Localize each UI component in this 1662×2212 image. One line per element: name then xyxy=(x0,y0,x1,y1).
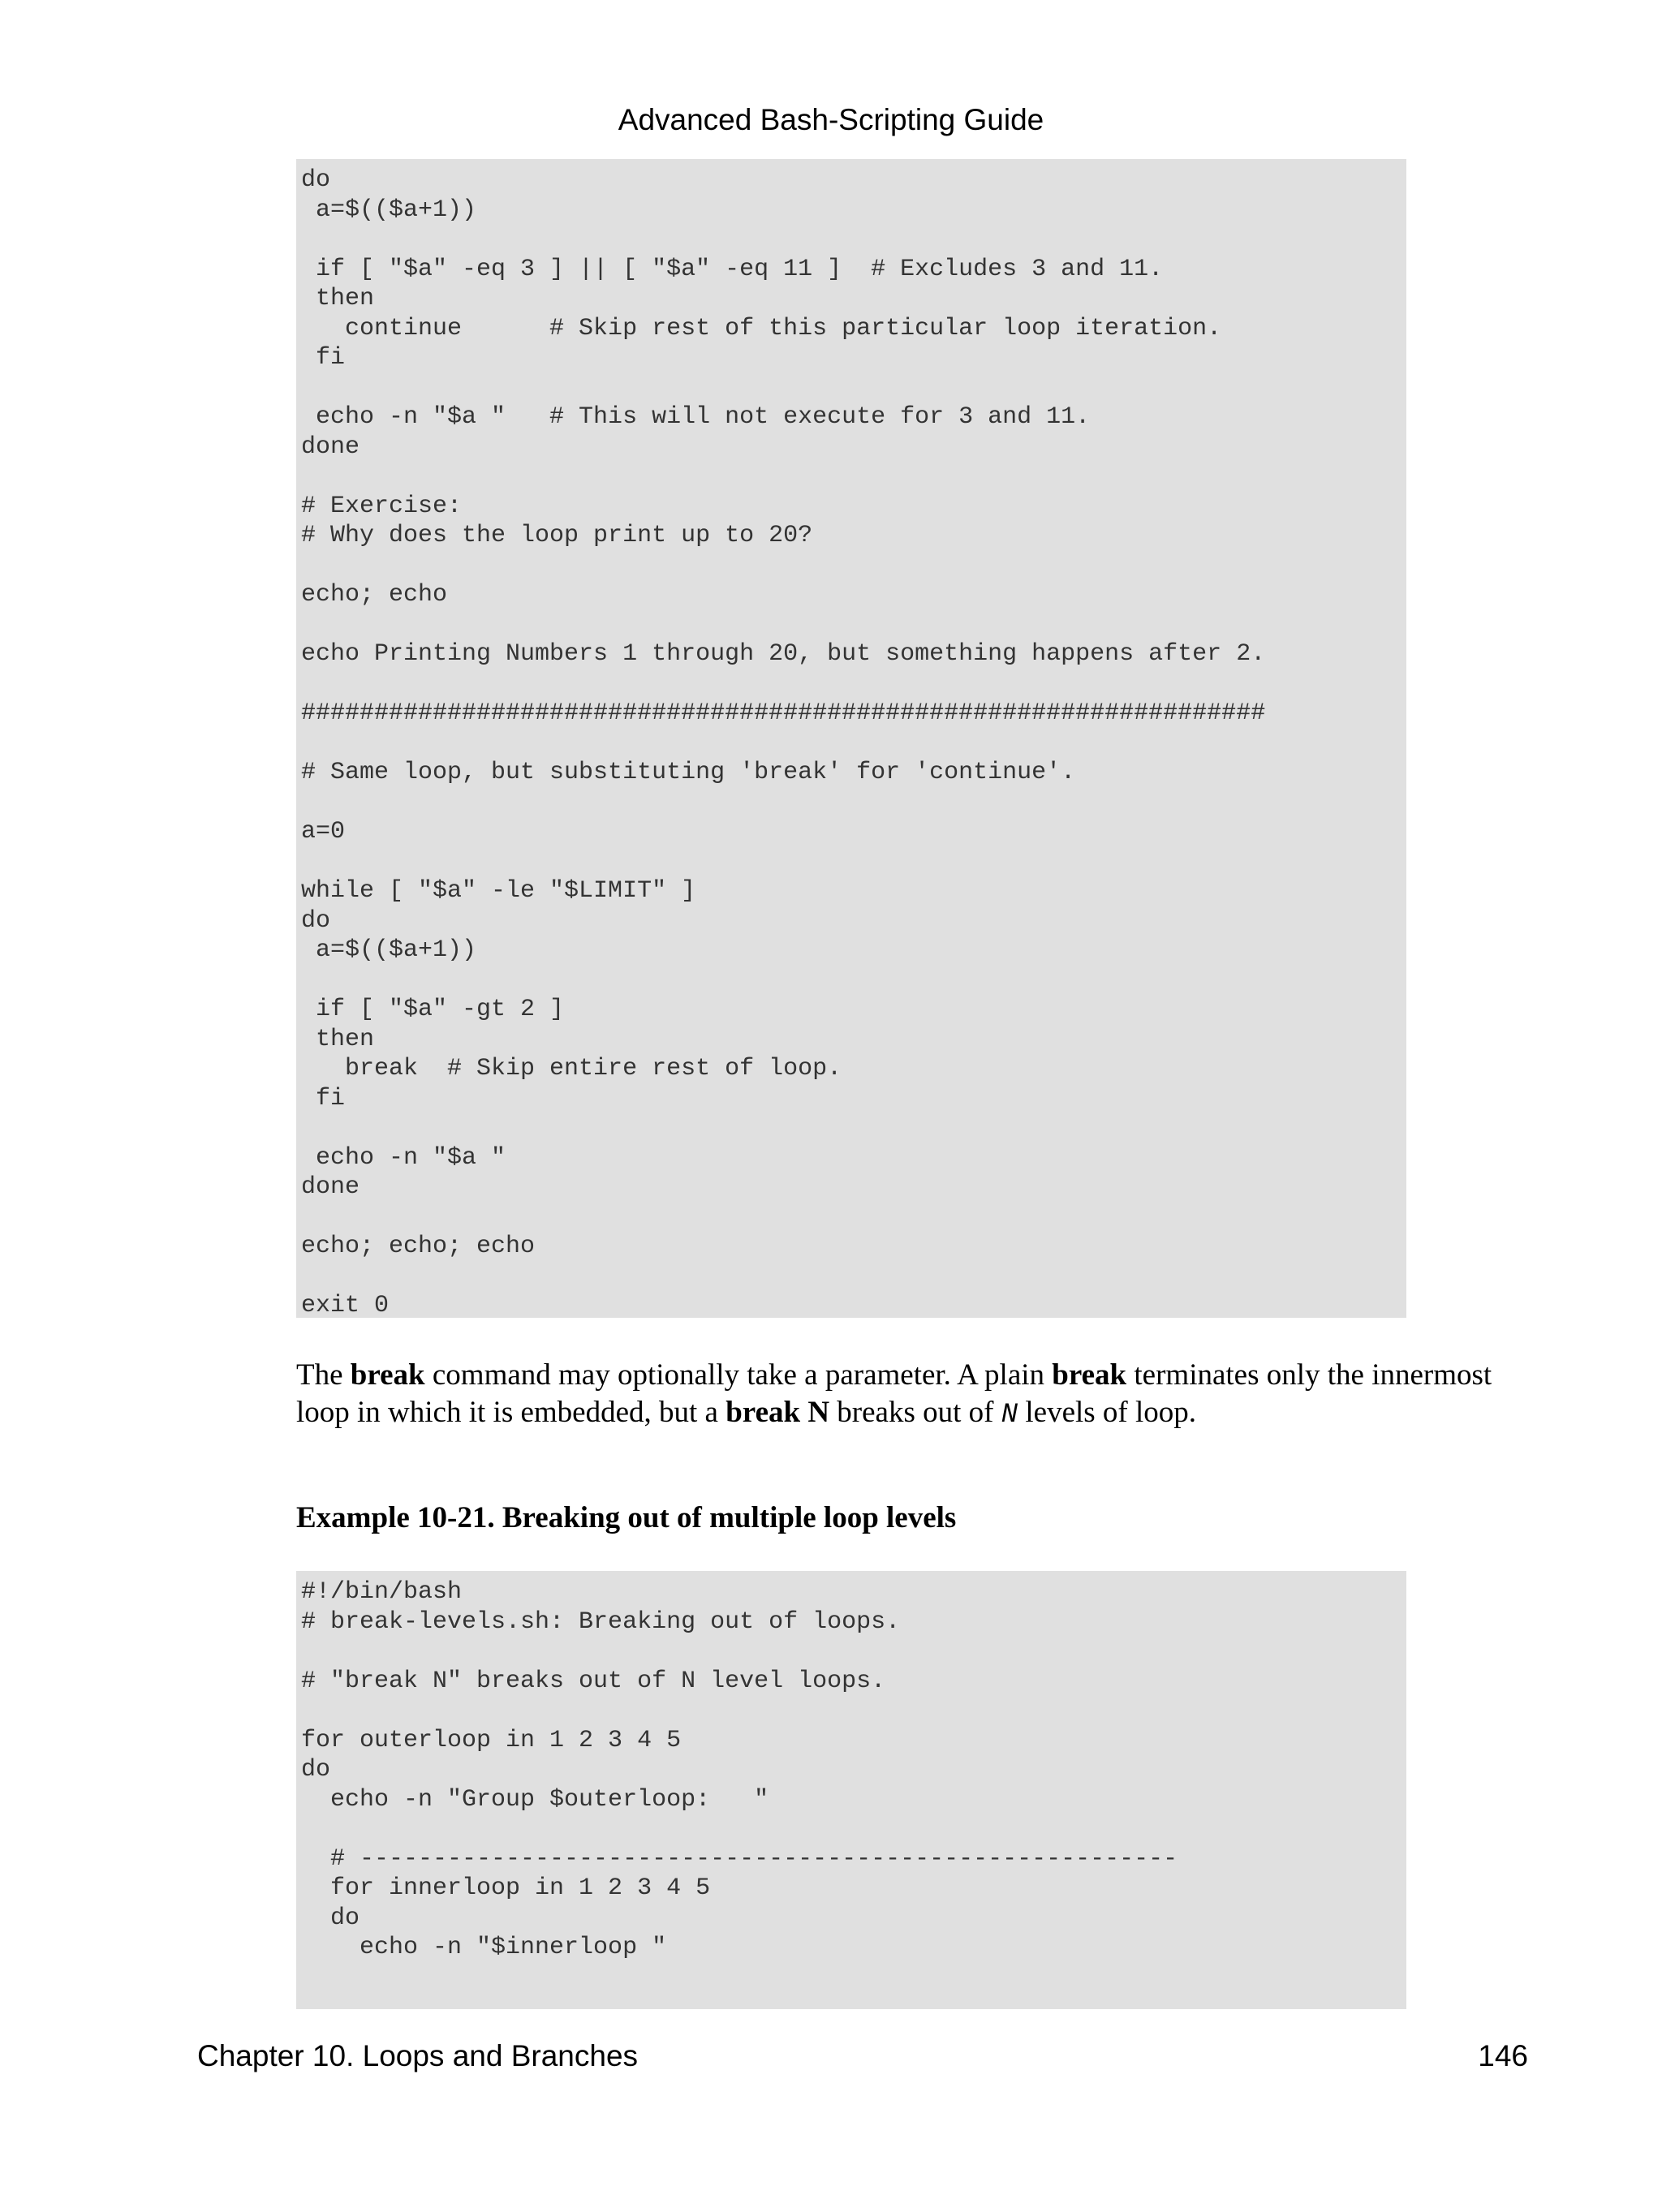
code-line: echo -n "$innerloop " xyxy=(301,1934,667,1961)
code-line: done xyxy=(301,1173,360,1201)
code-line xyxy=(301,966,1402,996)
code-line: break # Skip entire rest of loop. xyxy=(301,1055,842,1082)
code-line: echo -n "$a " xyxy=(301,1143,506,1172)
code-line: echo -n "Group $outerloop: " xyxy=(301,1785,769,1814)
code-line: a=0 xyxy=(301,818,346,846)
code-line: # "break N" breaks out of N level loops. xyxy=(301,1667,886,1695)
code-line: fi xyxy=(301,344,346,372)
code-line: while [ "$a" -le "$LIMIT" ] xyxy=(301,877,696,905)
example-title: Example 10-21. Breaking out of multiple loop levels xyxy=(296,1501,957,1534)
code-line: for innerloop in 1 2 3 4 5 xyxy=(301,1874,711,1902)
code-line: do xyxy=(301,166,331,194)
paragraph-command-break-n: break N xyxy=(726,1396,830,1429)
code-line: # Exercise: xyxy=(301,492,463,520)
footer-chapter-title: Chapter 10. Loops and Branches xyxy=(197,2039,639,2072)
paragraph-variable-n: N xyxy=(1001,1400,1018,1431)
code-block-loop-example xyxy=(296,159,1406,1318)
code-line: exit 0 xyxy=(301,1292,390,1318)
footer-page-number: 146 xyxy=(1478,2039,1528,2072)
code-line: a=$(($a+1)) xyxy=(301,196,477,224)
code-line xyxy=(301,1814,1402,1844)
code-line: if [ "$a" -gt 2 ] xyxy=(301,996,565,1023)
code-line xyxy=(301,1203,1402,1233)
paragraph-text-3: terminates only the innermost loop in which it is embedded, but a xyxy=(296,1358,1492,1429)
code-line xyxy=(301,788,1402,818)
body-paragraph xyxy=(296,1357,1513,1434)
code-line: # Why does the loop print up to 20? xyxy=(301,522,813,549)
code-line: # -------------------------------------------------------- xyxy=(301,1844,1178,1873)
code-line xyxy=(301,225,1402,255)
code-line xyxy=(301,1262,1402,1292)
code-line: then xyxy=(301,285,375,312)
code-line: done xyxy=(301,433,360,461)
paragraph-text-1: The xyxy=(296,1358,351,1392)
code-line: then xyxy=(301,1025,375,1053)
code-line: if [ "$a" -eq 3 ] || [ "$a" -eq 11 ] # Excludes 3 and 11. xyxy=(301,255,1164,283)
code-block-break-levels xyxy=(296,1571,1406,2009)
code-line: ################################################################## xyxy=(301,699,1266,727)
code-line xyxy=(301,610,1402,640)
code-line: fi xyxy=(301,1084,346,1112)
paragraph-text-5: levels of loop. xyxy=(1018,1396,1197,1429)
paragraph-text-2: command may optionally take a parameter. A plain xyxy=(424,1358,1053,1392)
code-line: for outerloop in 1 2 3 4 5 xyxy=(301,1726,682,1754)
code-line: # Same loop, but substituting 'break' for 'continue'. xyxy=(301,759,1076,786)
code-line xyxy=(301,1637,1402,1667)
code-line: # break-levels.sh: Breaking out of loops. xyxy=(301,1607,901,1636)
code-line: echo Printing Numbers 1 through 20, but something happens after 2. xyxy=(301,640,1266,668)
code-line xyxy=(301,373,1402,403)
code-line xyxy=(301,462,1402,492)
paragraph-text-4: breaks out of xyxy=(829,1396,1001,1429)
code-line: echo -n "$a " # This will not execute for 3 and 11. xyxy=(301,403,1091,431)
code-line: a=$(($a+1)) xyxy=(301,936,477,964)
code-line: #!/bin/bash xyxy=(301,1578,463,1606)
code-line xyxy=(301,669,1402,699)
code-line xyxy=(301,847,1402,877)
paragraph-command-break-2: break xyxy=(1052,1358,1127,1392)
code-line: continue # Skip rest of this particular loop iteration. xyxy=(301,314,1222,342)
code-line: echo; echo xyxy=(301,581,448,609)
code-line xyxy=(301,1696,1402,1726)
code-line xyxy=(301,551,1402,581)
code-line: do xyxy=(301,1756,331,1784)
code-line xyxy=(301,1113,1402,1143)
code-line: do xyxy=(301,906,331,935)
paragraph-command-break-1: break xyxy=(350,1358,425,1392)
code-line xyxy=(301,729,1402,759)
code-line: do xyxy=(301,1904,360,1932)
code-line: echo; echo; echo xyxy=(301,1233,536,1260)
page-header-title: Advanced Bash-Scripting Guide xyxy=(618,103,1044,136)
